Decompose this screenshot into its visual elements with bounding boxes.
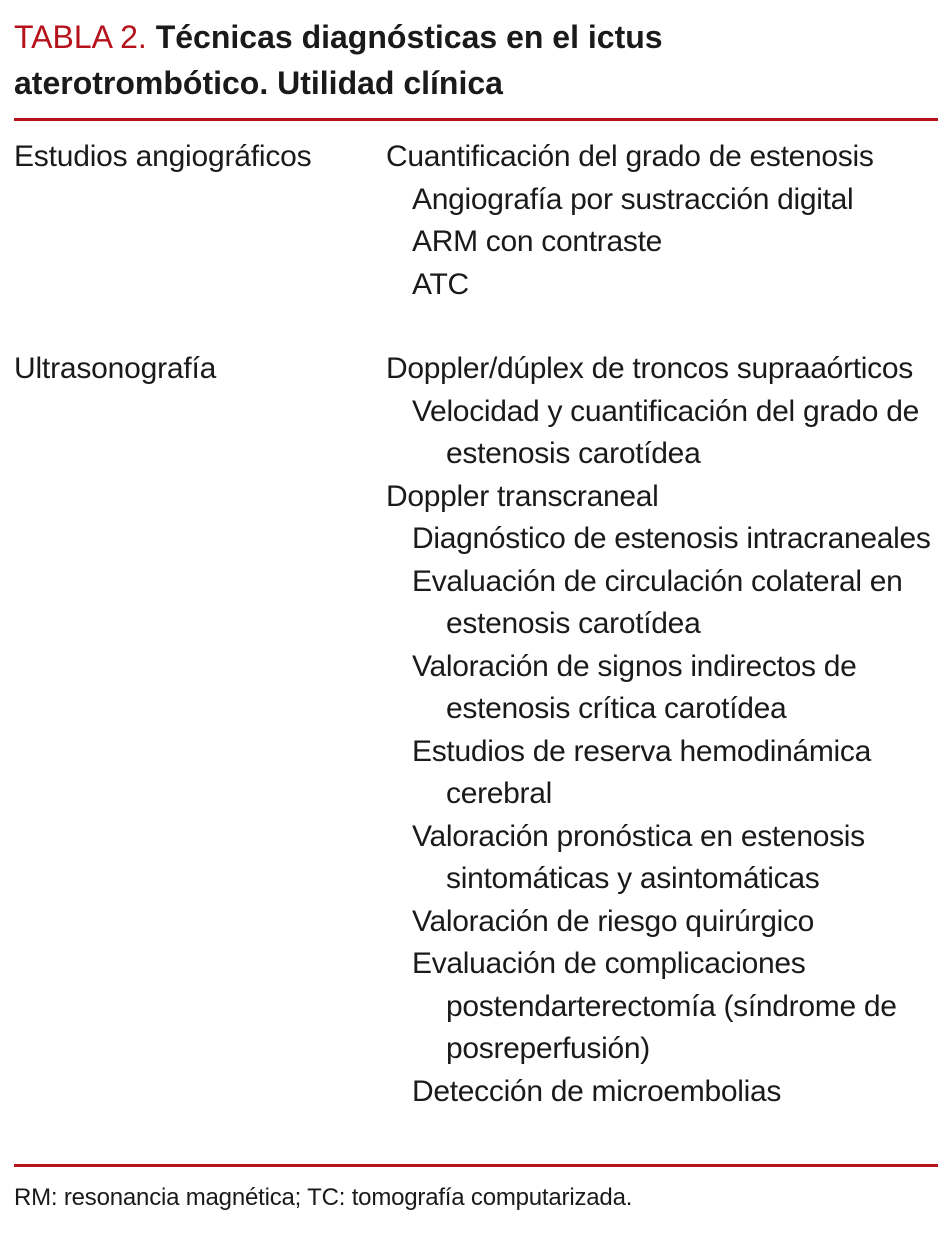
list-item: Angiografía por sustracción digital [412, 182, 854, 216]
group-heading: Cuantificación del grado de estenosis [386, 140, 874, 173]
row-items [386, 136, 946, 306]
top-rule [14, 118, 938, 121]
list-item: Valoración pronóstica en estenosis sintomáticas y asintomáticas [412, 819, 865, 895]
list-item: Evaluación de complicaciones postendarterectomía (síndrome de posreperfusión) [412, 947, 897, 1065]
list-item: Evaluación de circulación colateral en estenosis carotídea [412, 564, 903, 640]
list-item: ATC [412, 267, 469, 301]
table-footnote: RM: resonancia magnética; TC: tomografía computarizada. [14, 1184, 633, 1211]
table-label: TABLA 2. [14, 19, 147, 55]
list-item: Diagnóstico de estenosis intracraneales [412, 522, 931, 555]
bottom-rule [14, 1164, 938, 1167]
table-title [14, 14, 934, 106]
list-item: Estudios de reserva hemodinámica cerebral [412, 734, 871, 810]
list-item: Detección de microembolias [412, 1074, 782, 1108]
list-item: ARM con contraste [412, 225, 663, 258]
table-title-line2: aterotrombótico. Utilidad clínica [14, 65, 503, 101]
list-item: Valoración de signos indirectos de estenosis crítica carotídea [412, 649, 857, 725]
row-category: Estudios angiográficos [14, 140, 312, 173]
group-heading: Doppler/dúplex de troncos supraaórticos [386, 352, 913, 385]
table-title-line1: Técnicas diagnósticas en el ictus [155, 19, 663, 55]
group-heading: Doppler transcraneal [386, 479, 659, 513]
row-items [386, 348, 946, 1113]
row-category: Ultrasonografía [14, 352, 217, 385]
list-item: Velocidad y cuantificación del grado de estenosis carotídea [412, 394, 919, 470]
list-item: Valoración de riesgo quirúrgico [412, 904, 815, 938]
